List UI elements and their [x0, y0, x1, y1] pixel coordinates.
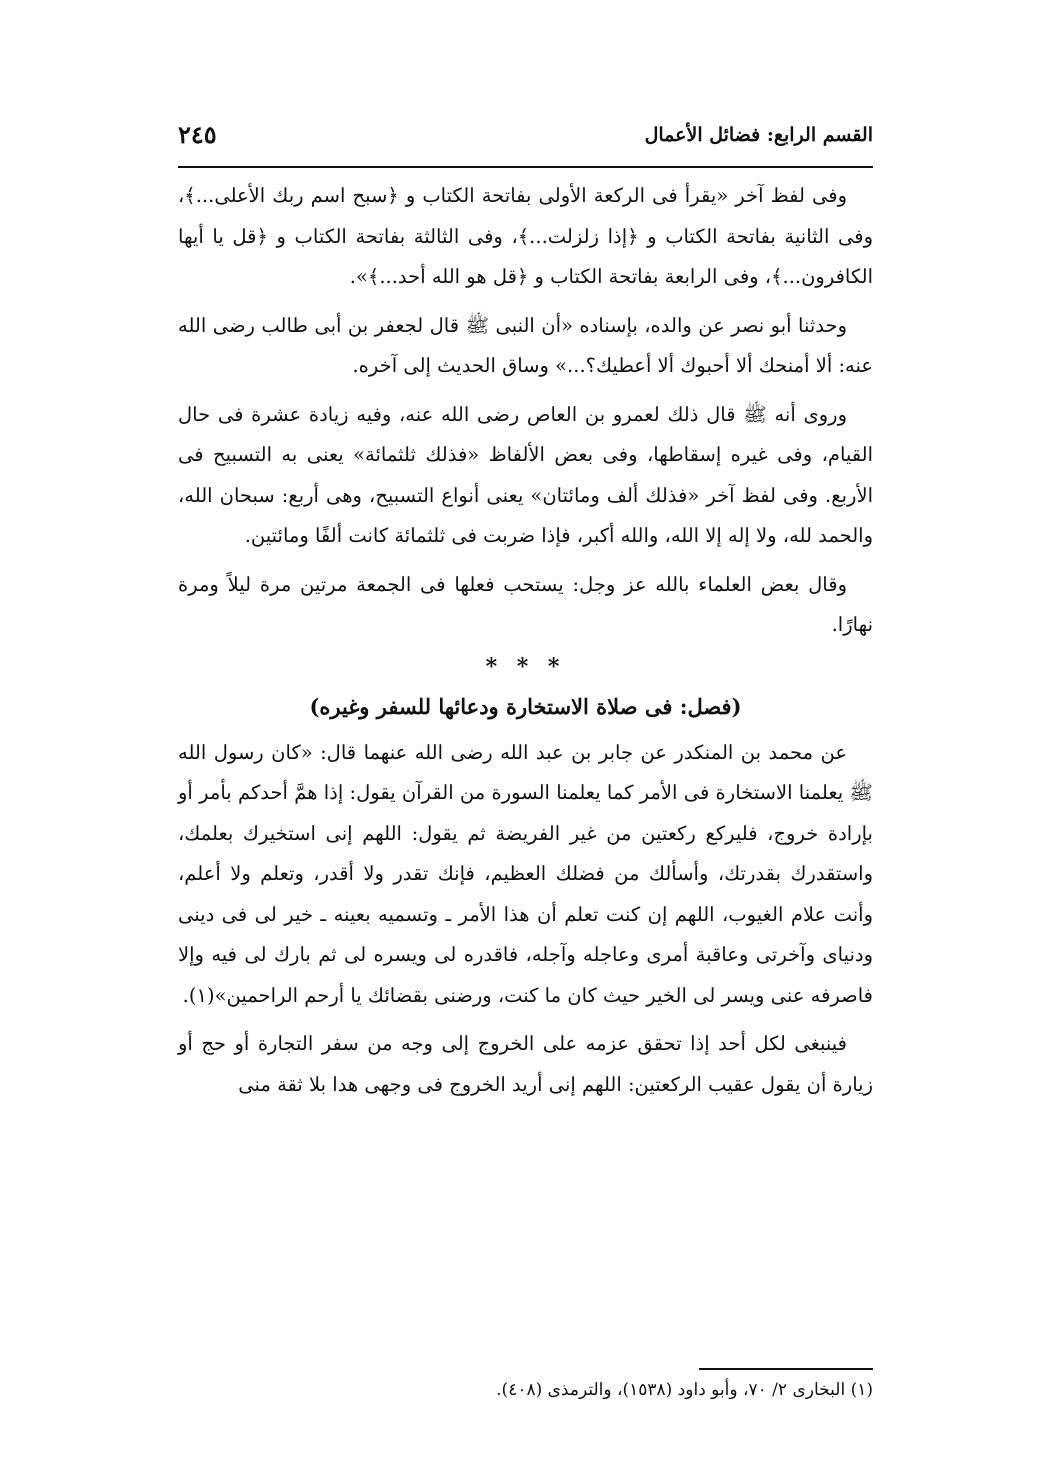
paragraph: وحدثنا أبو نصر عن والده، بإسناده «أن النبى ﷺ قال لجعفر بن أبى طالب رضى الله عنه: ألا أمنحك ألا أحبوك ألا أعطيك؟...» وساق الحديث إلى آخره. [178, 313, 873, 377]
paragraph: عن محمد بن المنكدر عن جابر بن عبد الله رضى الله عنهما قال: «كان رسول الله ﷺ يعلمنا الاستخارة فى الأمر كما يعلمنا السورة من القرآن يقول: إذا همَّ أحدكم بأمر أو بإرادة خروج، فليركع ركعتين من غير الفريضة ثم يقول: اللهم إنى استخيرك بعلمك، واستقدرك بقدرتك، وأسألك من فضلك العظيم، فإنك تقدر ولا أقدر، وتعلم ولا أعلم، وأنت علام الغيوب، اللهم إن كنت تعلم أن هذا الأمر ـ وتسميه بعينه ـ خير لى فى دينى ودنياى وآخرتى وعاقبة أمرى وعاجله وآجله، فاقدره لى ويسره لى ثم بارك لى فيه وإلا فاصرفه عنى ويسر لى الخير حيث كان ما كنت، ورضنى بقضائك يا أرحم الراحمين»(١). [178, 740, 873, 1007]
paragraph: وقال بعض العلماء بالله عز وجل: يستحب فعلها فى الجمعة مرتين مرة ليلاً ومرة نهارًا. [178, 572, 873, 636]
header-section: القسم الرابع: [766, 124, 873, 146]
header-title [645, 124, 873, 146]
section-title: (فصل: فى صلاة الاستخارة ودعائها للسفر وغيره) [309, 693, 742, 719]
header-chapter: فضائل الأعمال [644, 124, 761, 146]
main-text [178, 176, 873, 1113]
section-separator: * * * [485, 653, 566, 680]
footnote: (١) البخارى ٢/ ٧٠، وأبو داود (١٥٣٨)، والترمذى (٤٠٨). [496, 1380, 873, 1400]
running-header [178, 118, 873, 160]
footnote-rule [699, 1368, 873, 1370]
paragraph: وروى أنه ﷺ قال ذلك لعمرو بن العاص رضى الله عنه، وفيه زيادة عشرة فى حال القيام، وفى غيره إسقاطها، وفى بعض الألفاظ «فذلك ثلثمائة» يعنى به التسبيح فى الأربع. وفى لفظ آخر «فذلك ألف ومائتان» يعنى أنواع التسبيح، وهى أربع: سبحان الله، والحمد لله، ولا إله إلا الله، والله أكبر، فإذا ضربت فى ثلثمائة كانت ألفًا ومائتين. [178, 402, 873, 547]
paragraph: وفى لفظ آخر «يقرأ فى الركعة الأولى بفاتحة الكتاب و ﴿سبح اسم ربك الأعلى...﴾، وفى الثانية بفاتحة الكتاب و ﴿إذا زلزلت...﴾، وفى الثالثة بفاتحة الكتاب و ﴿قل يا أيها الكافرون...﴾، وفى الرابعة بفاتحة الكتاب و ﴿قل هو الله أحد...﴾». [178, 184, 873, 288]
page-number: ٢٤٥ [178, 120, 217, 149]
header-rule [178, 166, 873, 168]
paragraph: فينبغى لكل أحد إذا تحقق عزمه على الخروج إلى وجه من سفر التجارة أو حج أو زيارة أن يقول عقيب الركعتين: اللهم إنى أريد الخروج فى وجهى هدا بلا ثقة منى [178, 1032, 873, 1096]
